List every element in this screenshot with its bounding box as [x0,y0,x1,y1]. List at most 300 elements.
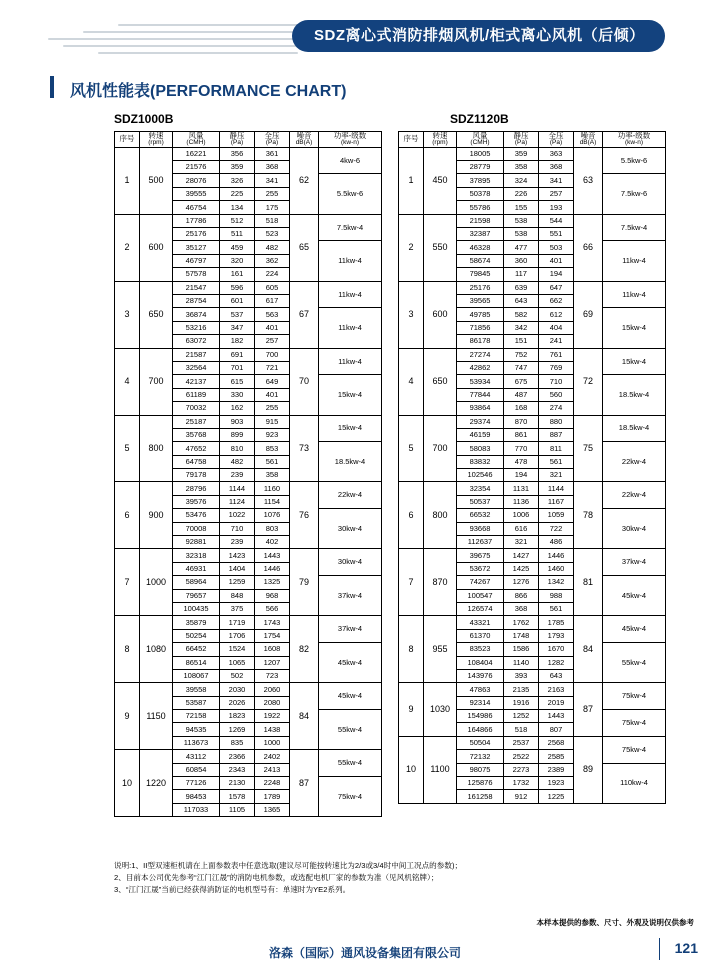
cell-power: 55kw-4 [319,710,382,750]
cell-index: 2 [115,214,140,281]
cell-total-pressure: 1446 [539,549,574,562]
cell-total-pressure: 1670 [539,643,574,656]
cell-static-pressure: 502 [220,669,255,682]
cell-static-pressure: 226 [504,187,539,200]
cell-noise: 67 [290,281,319,348]
cell-power: 22kw-4 [603,442,666,482]
cell-noise: 72 [574,348,603,415]
cell-flow: 100435 [173,602,220,615]
cell-noise: 66 [574,214,603,281]
cell-flow: 77844 [457,388,504,401]
cell-static-pressure: 358 [504,161,539,174]
cell-static-pressure: 478 [504,455,539,468]
cell-flow: 25187 [173,415,220,428]
column-header: 功率-级数 (kw-n) [603,132,666,148]
cell-total-pressure: 341 [539,174,574,187]
cell-flow: 164866 [457,723,504,736]
cell-rpm: 1100 [424,736,457,803]
cell-power: 55kw-4 [319,750,382,777]
cell-static-pressure: 168 [504,402,539,415]
cell-total-pressure: 710 [539,375,574,388]
cell-noise: 84 [290,683,319,750]
cell-flow: 108067 [173,669,220,682]
cell-total-pressure: 255 [255,402,290,415]
note-line-3: 3、“江门江晟”当前已经获得消防证的电机型号有：单速时为YE2系列。 [114,884,351,894]
cell-power: 7.5kw-6 [603,174,666,214]
cell-index: 6 [399,482,424,549]
cell-total-pressure: 401 [539,254,574,267]
cell-flow: 125876 [457,777,504,790]
cell-static-pressure: 770 [504,442,539,455]
cell-flow: 25176 [457,281,504,294]
cell-flow: 83523 [457,643,504,656]
table-row [399,415,666,428]
cell-flow: 32564 [173,361,220,374]
cell-static-pressure: 538 [504,214,539,227]
cell-total-pressure: 1342 [539,576,574,589]
model-name-right: SDZ1120B [450,112,509,126]
cell-index: 5 [399,415,424,482]
cell-static-pressure: 359 [504,147,539,160]
cell-rpm: 700 [424,415,457,482]
cell-static-pressure: 1022 [220,509,255,522]
cell-total-pressure: 1076 [255,509,290,522]
cell-noise: 82 [290,616,319,683]
cell-static-pressure: 2030 [220,683,255,696]
cell-total-pressure: 1789 [255,790,290,803]
column-header: 转速 (rpm) [140,132,173,148]
cell-power: 7.5kw-4 [603,214,666,241]
cell-static-pressure: 1006 [504,509,539,522]
cell-total-pressure: 321 [539,469,574,482]
cell-static-pressure: 747 [504,361,539,374]
cell-static-pressure: 330 [220,388,255,401]
table-header-row [399,132,666,148]
page-header [10,18,720,62]
cell-flow: 72158 [173,710,220,723]
cell-total-pressure: 769 [539,361,574,374]
cell-power: 5.5kw-6 [319,174,382,214]
table-row [115,616,382,629]
cell-rpm: 955 [424,616,457,683]
cell-rpm: 800 [424,482,457,549]
cell-static-pressure: 643 [504,294,539,307]
cell-static-pressure: 912 [504,790,539,803]
cell-total-pressure: 1793 [539,629,574,642]
cell-index: 5 [115,415,140,482]
cell-flow: 17786 [173,214,220,227]
notes-block [114,860,654,895]
cell-total-pressure: 2568 [539,736,574,749]
cell-static-pressure: 1131 [504,482,539,495]
cell-flow: 83832 [457,455,504,468]
cell-rpm: 1150 [140,683,173,750]
cell-flow: 47652 [173,442,220,455]
cell-total-pressure: 551 [539,228,574,241]
cell-total-pressure: 968 [255,589,290,602]
cell-power: 110kw-4 [603,763,666,803]
cell-flow: 32387 [457,228,504,241]
cell-total-pressure: 700 [255,348,290,361]
cell-flow: 21587 [173,348,220,361]
cell-static-pressure: 477 [504,241,539,254]
cell-flow: 28796 [173,482,220,495]
cell-total-pressure: 503 [539,241,574,254]
cell-flow: 112637 [457,536,504,549]
cell-static-pressure: 835 [220,736,255,749]
cell-power: 18.5kw-4 [319,442,382,482]
cell-total-pressure: 2080 [255,696,290,709]
cell-static-pressure: 393 [504,669,539,682]
cell-flow: 53672 [457,562,504,575]
cell-total-pressure: 721 [255,361,290,374]
cell-total-pressure: 561 [539,602,574,615]
cell-static-pressure: 326 [220,174,255,187]
cell-power: 5.5kw-6 [603,147,666,174]
cell-noise: 89 [574,736,603,803]
cell-total-pressure: 2060 [255,683,290,696]
cell-power: 15kw-4 [603,348,666,375]
table-row [399,214,666,227]
cell-rpm: 450 [424,147,457,214]
cell-total-pressure: 2019 [539,696,574,709]
cell-rpm: 1080 [140,616,173,683]
cell-total-pressure: 1365 [255,803,290,816]
cell-flow: 72132 [457,750,504,763]
table-row [115,683,382,696]
cell-total-pressure: 224 [255,268,290,281]
cell-flow: 46797 [173,254,220,267]
cell-flow: 16221 [173,147,220,160]
cell-static-pressure: 1524 [220,643,255,656]
cell-flow: 21598 [457,214,504,227]
cell-flow: 39558 [173,683,220,696]
cell-total-pressure: 194 [539,268,574,281]
cell-flow: 66532 [457,509,504,522]
cell-noise: 87 [290,750,319,817]
table-row [399,616,666,629]
cell-total-pressure: 1785 [539,616,574,629]
cell-static-pressure: 368 [504,602,539,615]
model-name-left: SDZ1000B [114,112,174,126]
cell-total-pressure: 255 [255,187,290,200]
cell-total-pressure: 358 [255,469,290,482]
cell-index: 1 [115,147,140,214]
cell-index: 2 [399,214,424,281]
cell-static-pressure: 1269 [220,723,255,736]
cell-static-pressure: 239 [220,536,255,549]
cell-static-pressure: 1252 [504,710,539,723]
cell-static-pressure: 1140 [504,656,539,669]
cell-flow: 143976 [457,669,504,682]
cell-static-pressure: 239 [220,469,255,482]
cell-flow: 43112 [173,750,220,763]
cell-total-pressure: 1154 [255,495,290,508]
cell-power: 75kw-4 [603,736,666,763]
column-header: 序号 [399,132,424,148]
column-header: 静压 (Pa) [220,132,255,148]
table-row [115,348,382,361]
cell-flow: 79845 [457,268,504,281]
cell-flow: 50254 [173,629,220,642]
column-header: 噪音 dB(A) [574,132,603,148]
cell-flow: 100547 [457,589,504,602]
cell-power: 45kw-4 [603,616,666,643]
cell-flow: 43321 [457,616,504,629]
cell-total-pressure: 362 [255,254,290,267]
cell-flow: 92881 [173,536,220,549]
cell-flow: 57578 [173,268,220,281]
cell-static-pressure: 710 [220,522,255,535]
cell-static-pressure: 861 [504,428,539,441]
cell-static-pressure: 356 [220,147,255,160]
cell-noise: 69 [574,281,603,348]
cell-rpm: 1000 [140,549,173,616]
cell-power: 30kw-4 [319,549,382,576]
cell-static-pressure: 2130 [220,777,255,790]
cell-static-pressure: 161 [220,268,255,281]
cell-static-pressure: 1719 [220,616,255,629]
cell-flow: 63072 [173,335,220,348]
cell-power: 45kw-4 [603,576,666,616]
cell-flow: 53587 [173,696,220,709]
cell-power: 11kw-4 [319,281,382,308]
cell-total-pressure: 649 [255,375,290,388]
cell-rpm: 900 [140,482,173,549]
cell-flow: 55786 [457,201,504,214]
cell-power: 7.5kw-4 [319,214,382,241]
cell-total-pressure: 257 [539,187,574,200]
cell-static-pressure: 182 [220,335,255,348]
cell-total-pressure: 401 [255,388,290,401]
table-row [399,683,666,696]
cell-power: 45kw-4 [319,683,382,710]
cell-total-pressure: 563 [255,308,290,321]
cell-flow: 39675 [457,549,504,562]
cell-flow: 64758 [173,455,220,468]
cell-total-pressure: 1059 [539,509,574,522]
performance-table-sdz1120b [398,131,666,804]
cell-power: 37kw-4 [603,549,666,576]
cell-static-pressure: 903 [220,415,255,428]
cell-static-pressure: 691 [220,348,255,361]
cell-rpm: 870 [424,549,457,616]
cell-power: 11kw-4 [319,348,382,375]
column-header: 风量 (CMH) [457,132,504,148]
cell-total-pressure: 193 [539,201,574,214]
cell-flow: 49785 [457,308,504,321]
cell-total-pressure: 2413 [255,763,290,776]
cell-total-pressure: 486 [539,536,574,549]
cell-static-pressure: 866 [504,589,539,602]
cell-static-pressure: 639 [504,281,539,294]
cell-total-pressure: 1160 [255,482,290,495]
cell-total-pressure: 1225 [539,790,574,803]
footer-company-name: 洛森（国际）通风设备集团有限公司 [268,946,462,960]
cell-total-pressure: 341 [255,174,290,187]
column-header: 全压 (Pa) [539,132,574,148]
cell-total-pressure: 1167 [539,495,574,508]
cell-total-pressure: 2389 [539,763,574,776]
cell-static-pressure: 359 [220,161,255,174]
cell-total-pressure: 175 [255,201,290,214]
cell-static-pressure: 151 [504,335,539,348]
cell-index: 6 [115,482,140,549]
cell-total-pressure: 404 [539,321,574,334]
cell-flow: 36874 [173,308,220,321]
cell-static-pressure: 117 [504,268,539,281]
cell-total-pressure: 561 [255,455,290,468]
cell-power: 37kw-4 [319,616,382,643]
cell-flow: 70008 [173,522,220,535]
cell-flow: 154986 [457,710,504,723]
cell-static-pressure: 1732 [504,777,539,790]
cell-flow: 29374 [457,415,504,428]
cell-total-pressure: 482 [255,241,290,254]
cell-static-pressure: 347 [220,321,255,334]
cell-flow: 39576 [173,495,220,508]
cell-static-pressure: 1823 [220,710,255,723]
cell-total-pressure: 2163 [539,683,574,696]
cell-power: 22kw-4 [603,482,666,509]
cell-static-pressure: 1065 [220,656,255,669]
column-header: 转速 (rpm) [424,132,457,148]
cell-flow: 60854 [173,763,220,776]
cell-flow: 46328 [457,241,504,254]
cell-rpm: 600 [140,214,173,281]
cell-static-pressure: 601 [220,294,255,307]
cell-static-pressure: 616 [504,522,539,535]
cell-index: 1 [399,147,424,214]
cell-static-pressure: 2366 [220,750,255,763]
cell-flow: 77126 [173,777,220,790]
cell-total-pressure: 811 [539,442,574,455]
cell-total-pressure: 722 [539,522,574,535]
note-line-2: 2、目前本公司优先参考“江门江晟”的消防电机参数，或选配电机厂家的参数为准（见风机铭牌）； [114,872,439,882]
cell-static-pressure: 320 [220,254,255,267]
table-row [115,415,382,428]
cell-flow: 28076 [173,174,220,187]
cell-flow: 126574 [457,602,504,615]
cell-static-pressure: 1578 [220,790,255,803]
cell-rpm: 500 [140,147,173,214]
cell-total-pressure: 803 [255,522,290,535]
cell-static-pressure: 675 [504,375,539,388]
note-line-1: 说明:1、II型双速柜机请在上面参数表中任意选取(建议尽可能按转速比为2/3或3/4时中间工况点的参数)； [114,861,463,870]
cell-flow: 47863 [457,683,504,696]
cell-total-pressure: 647 [539,281,574,294]
cell-flow: 74267 [457,576,504,589]
table-row [399,348,666,361]
cell-total-pressure: 988 [539,589,574,602]
cell-flow: 53216 [173,321,220,334]
cell-flow: 102546 [457,469,504,482]
column-header: 风量 (CMH) [173,132,220,148]
cell-noise: 63 [574,147,603,214]
cell-index: 10 [115,750,140,817]
cell-total-pressure: 1446 [255,562,290,575]
cell-flow: 58083 [457,442,504,455]
section-title-rule [50,76,54,98]
cell-flow: 50537 [457,495,504,508]
table-row [115,147,382,160]
cell-total-pressure: 1460 [539,562,574,575]
cell-static-pressure: 194 [504,469,539,482]
cell-flow: 94535 [173,723,220,736]
cell-flow: 86514 [173,656,220,669]
cell-flow: 79657 [173,589,220,602]
cell-flow: 25176 [173,228,220,241]
cell-flow: 61189 [173,388,220,401]
cell-flow: 53476 [173,509,220,522]
cell-total-pressure: 1325 [255,576,290,589]
table-row [115,750,382,763]
cell-total-pressure: 523 [255,228,290,241]
cell-static-pressure: 155 [504,201,539,214]
cell-static-pressure: 1427 [504,549,539,562]
footer-disclaimer: 本样本提供的参数、尺寸、外观及说明仅供参考 [536,918,694,927]
performance-table-sdz1000b [114,131,382,817]
cell-total-pressure: 617 [255,294,290,307]
cell-flow: 113673 [173,736,220,749]
cell-flow: 35768 [173,428,220,441]
cell-static-pressure: 2522 [504,750,539,763]
column-header: 全压 (Pa) [255,132,290,148]
cell-flow: 37895 [457,174,504,187]
cell-flow: 28754 [173,294,220,307]
section-title: 风机性能表(PERFORMANCE CHART) [70,83,347,100]
cell-index: 8 [399,616,424,683]
cell-flow: 61370 [457,629,504,642]
page-number: 121 [674,940,698,956]
cell-total-pressure: 605 [255,281,290,294]
cell-noise: 65 [290,214,319,281]
table-row [115,549,382,562]
cell-static-pressure: 2343 [220,763,255,776]
cell-static-pressure: 511 [220,228,255,241]
cell-rpm: 650 [424,348,457,415]
cell-static-pressure: 582 [504,308,539,321]
cell-flow: 71856 [457,321,504,334]
cell-static-pressure: 1105 [220,803,255,816]
cell-noise: 87 [574,683,603,737]
cell-power: 11kw-4 [603,241,666,281]
cell-static-pressure: 512 [220,214,255,227]
column-header: 噪音 dB(A) [290,132,319,148]
cell-rpm: 600 [424,281,457,348]
cell-index: 7 [115,549,140,616]
table-row [399,281,666,294]
cell-power: 11kw-4 [603,281,666,308]
cell-total-pressure: 257 [255,335,290,348]
cell-power: 15kw-4 [319,415,382,442]
cell-rpm: 800 [140,415,173,482]
cell-flow: 21576 [173,161,220,174]
cell-total-pressure: 1923 [539,777,574,790]
cell-static-pressure: 1425 [504,562,539,575]
column-header: 序号 [115,132,140,148]
cell-flow: 46159 [457,428,504,441]
cell-static-pressure: 2273 [504,763,539,776]
cell-static-pressure: 360 [504,254,539,267]
cell-power: 11kw-4 [319,308,382,348]
cell-noise: 75 [574,415,603,482]
cell-noise: 84 [574,616,603,683]
cell-power: 45kw-4 [319,643,382,683]
cell-static-pressure: 538 [504,228,539,241]
cell-total-pressure: 612 [539,308,574,321]
cell-total-pressure: 1000 [255,736,290,749]
